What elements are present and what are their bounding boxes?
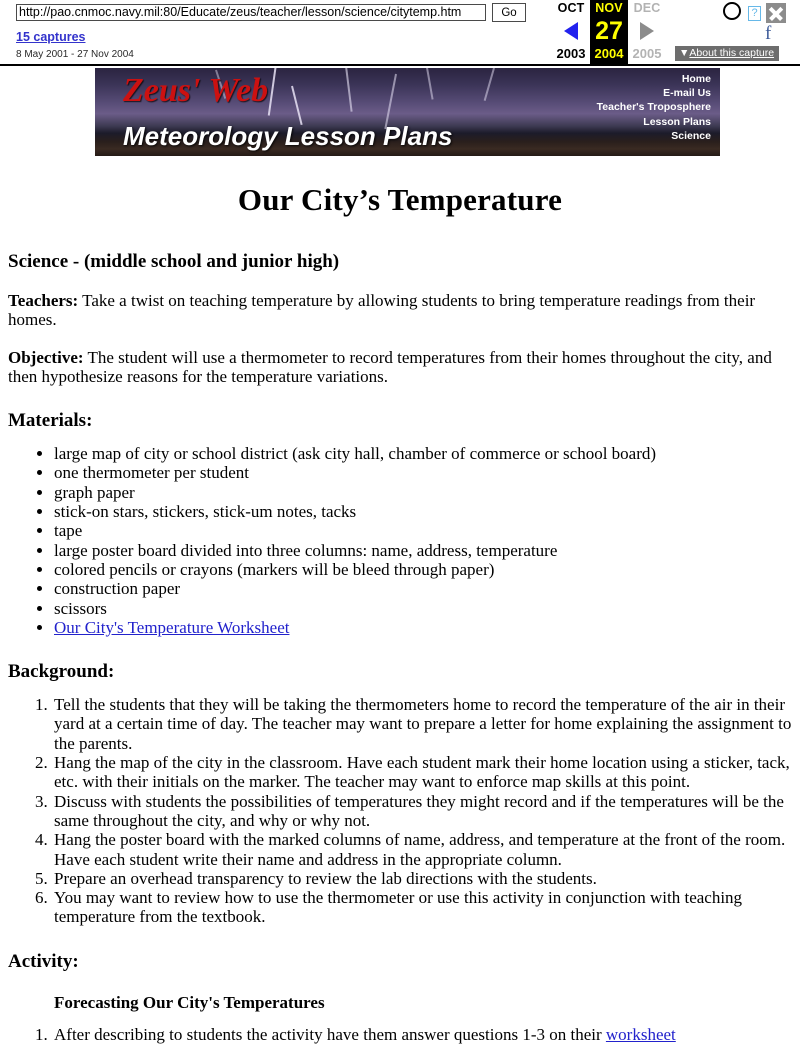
activity-worksheet-link[interactable]: worksheet bbox=[605, 1024, 676, 1044]
lightning-bolt-icon bbox=[268, 68, 277, 116]
list-item: 1. Tell the students that they will be taking the thermometers home to record the temperature of the air in their yard at a certain time of day. The teacher may want to prepare a letter for home explaining the assignment to the parents. bbox=[52, 695, 792, 753]
list-item: 4. Hang the poster board with the marked columns of name, address, and temperature at the front of the room. Have each student write their name and address in the appropriate column. bbox=[52, 830, 792, 869]
lightning-bolt-icon bbox=[484, 68, 495, 101]
facebook-icon[interactable]: f bbox=[765, 23, 772, 44]
site-logo: Zeus' Web bbox=[123, 72, 269, 109]
teachers-text: Take a twist on teaching temperature by allowing students to bring temperature readings from their homes. bbox=[8, 291, 756, 330]
current-month-label: NOV bbox=[595, 1, 623, 15]
url-bar-group bbox=[16, 3, 526, 22]
list-item: • tape bbox=[54, 521, 792, 540]
captures-count-link[interactable]: 15 captures bbox=[16, 30, 86, 44]
next-capture-arrow-icon[interactable] bbox=[640, 22, 654, 40]
url-input[interactable] bbox=[16, 4, 486, 21]
teachers-paragraph bbox=[8, 291, 792, 330]
materials-heading: Materials: bbox=[8, 410, 93, 432]
worksheet-link[interactable]: Our City's Temperature Worksheet bbox=[54, 617, 290, 637]
background-list bbox=[8, 695, 792, 927]
objective-paragraph bbox=[8, 348, 792, 387]
capture-date-range: 8 May 2001 - 27 Nov 2004 bbox=[16, 49, 134, 60]
list-item bbox=[54, 618, 792, 637]
current-capture-column bbox=[590, 0, 628, 64]
current-day-label: 27 bbox=[595, 16, 623, 45]
list-item: 6. You may want to review how to use the thermometer or use this activity in conjunction with teaching temperature from the textbook. bbox=[52, 888, 792, 927]
banner-title: Meteorology Lesson Plans bbox=[123, 121, 453, 151]
next-year-label: 2005 bbox=[632, 46, 662, 61]
previous-capture-column[interactable] bbox=[552, 0, 590, 64]
current-day-wrap bbox=[590, 15, 628, 47]
list-item: 3. Discuss with students the possibilities of temperatures they might record and if the temperatures will be the same throughout the city, and why or why not. bbox=[52, 792, 792, 831]
page-title: Our City’s Temperature bbox=[237, 182, 563, 217]
subject-heading: Science - (middle school and junior high) bbox=[8, 251, 340, 272]
list-item: • large map of city or school district (ask city hall, chamber of commerce or school board) bbox=[54, 444, 792, 463]
list-item: • colored pencils or crayons (markers will be bleed through paper) bbox=[54, 560, 792, 579]
list-item: • large poster board divided into three columns: name, address, temperature bbox=[54, 541, 792, 560]
help-icon[interactable]: ? bbox=[748, 6, 761, 21]
materials-list bbox=[8, 444, 792, 637]
list-item: • scissors bbox=[54, 599, 792, 618]
list-item: • one thermometer per student bbox=[54, 463, 792, 482]
nav-link-science[interactable]: Science bbox=[671, 129, 711, 142]
objective-label: Objective: bbox=[8, 347, 84, 367]
wayback-toolbar bbox=[0, 0, 800, 66]
about-this-capture-label: About this capture bbox=[689, 47, 775, 59]
current-year-label: 2004 bbox=[594, 46, 624, 61]
activity-heading: Activity: bbox=[8, 950, 79, 972]
nav-link-lesson-plans[interactable]: Lesson Plans bbox=[643, 115, 711, 128]
lightning-bolt-icon bbox=[345, 68, 353, 112]
objective-text: The student will use a thermometer to record temperatures from their homes throughout the city, and then hypothesize reasons for the temperature variations. bbox=[8, 347, 772, 386]
next-month-label: DEC bbox=[633, 1, 661, 15]
list-item: • graph paper bbox=[54, 483, 792, 502]
list-item: 2. Hang the map of the city in the classroom. Have each student mark their home location using a sticker, tack, etc. with their initials on the marker. The teacher may want to enforce map skills at this point. bbox=[52, 753, 792, 792]
banner-nav bbox=[597, 72, 711, 143]
nav-link-home[interactable]: Home bbox=[681, 73, 711, 85]
nav-link-teachers-troposphere[interactable]: Teacher's Troposphere bbox=[596, 101, 711, 114]
go-button[interactable]: Go bbox=[492, 3, 526, 22]
previous-capture-arrow-wrap bbox=[552, 15, 590, 47]
next-capture-column[interactable] bbox=[628, 0, 666, 64]
teachers-label: Teachers: bbox=[8, 291, 79, 310]
activity-step-text: After describing to students the activity have them answer questions 1-3 on their bbox=[54, 1024, 606, 1044]
site-banner[interactable] bbox=[95, 68, 720, 156]
loading-spinner-icon bbox=[723, 2, 741, 20]
about-caret-icon: ▼ bbox=[679, 47, 690, 59]
previous-month-label: OCT bbox=[557, 1, 585, 15]
previous-capture-arrow-icon[interactable] bbox=[564, 22, 578, 40]
next-capture-arrow-wrap bbox=[628, 15, 666, 47]
activity-list bbox=[8, 1025, 792, 1044]
nav-link-email-us[interactable]: E-mail Us bbox=[663, 87, 711, 100]
previous-year-label: 2003 bbox=[556, 46, 586, 61]
date-navigation bbox=[552, 0, 666, 64]
list-item: • construction paper bbox=[54, 579, 792, 598]
about-this-capture-button[interactable] bbox=[675, 46, 779, 61]
list-item: • stick-on stars, stickers, stick-um notes, tacks bbox=[54, 502, 792, 521]
lesson-content bbox=[0, 182, 800, 1044]
list-item: 5. Prepare an overhead transparency to review the lab directions with the students. bbox=[52, 869, 792, 888]
close-icon[interactable] bbox=[766, 3, 786, 23]
background-heading: Background: bbox=[8, 661, 115, 683]
lightning-bolt-icon bbox=[291, 86, 303, 125]
lightning-bolt-icon bbox=[425, 68, 434, 100]
activity-subheading: Forecasting Our City's Temperatures bbox=[54, 992, 325, 1012]
list-item bbox=[52, 1025, 792, 1044]
